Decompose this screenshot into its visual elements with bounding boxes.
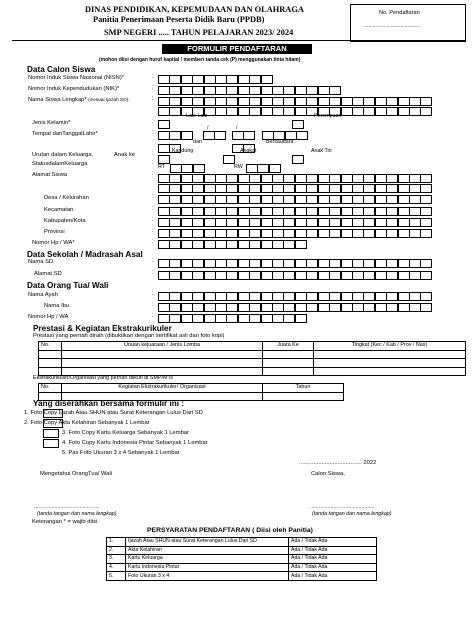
section-title-prestasi: Prestasi & Kegiatan Ekstrakurikuler	[33, 324, 172, 333]
nik-boxes[interactable]	[158, 86, 341, 95]
header-line2: Panitia Penerimaan Peserta Didik Baru (PPDB)	[93, 15, 265, 24]
colon: :	[152, 171, 154, 177]
cell-status: Ada / Tidak Ada	[289, 563, 377, 572]
option-kandung: Kandung	[172, 148, 194, 154]
label-nama-siswa	[28, 97, 130, 103]
ttd-calon-caption: (tanda tangan dan nama lengkap)	[312, 511, 392, 517]
label-nama-sd: Nama SD	[28, 259, 54, 265]
col-no: No.	[39, 342, 62, 351]
section-title-sekolah: Data Sekolah / Madrasah Asal	[27, 250, 143, 259]
label-rw: RW	[234, 164, 243, 170]
cell-item: Akta Kelahiran	[126, 546, 289, 555]
alamat-boxes-row2[interactable]	[158, 184, 432, 193]
label-rt: RT	[158, 164, 165, 170]
option-angkat: Angkat	[240, 148, 257, 154]
label-dari: dari	[193, 139, 202, 145]
kecamatan-boxes[interactable]	[158, 207, 432, 216]
checkbox-berkas-4[interactable]	[43, 439, 59, 448]
colon: :	[152, 228, 154, 234]
header-line1: DINAS PENDIDIKAN, KEPEMUDAAN DAN OLAHRAGA	[85, 5, 304, 14]
checkbox-angkat[interactable]	[223, 155, 235, 164]
option-tiri: Anak Tiri	[311, 148, 332, 154]
cell-no: 3.	[107, 555, 126, 564]
label-alamat-sd: Alamat SD	[34, 271, 62, 277]
colon: :	[152, 85, 154, 91]
col-uraian: Uraian kejuaraan / Jenis Lomba	[62, 342, 263, 351]
cell-item: Kartu Keluarga	[126, 555, 289, 564]
colon: :	[152, 239, 154, 245]
col-tahun: Tahun	[263, 384, 344, 393]
colon: :	[152, 270, 154, 276]
label-hp-ortu: Nomor Hp / WA	[28, 314, 69, 320]
hp-siswa-boxes[interactable]	[158, 240, 306, 249]
label-ttl: Tempat danTanggalLahir*	[32, 131, 98, 137]
berkas-item-1: 1. Foto Copy Ijazah Atau SHUN atau Surat Keterangan Lulus Dari SD	[24, 410, 203, 416]
col-kegiatan: Kegiatan Ekstrakurikuler/ Organisasi	[62, 384, 263, 393]
registration-number-dots: .........................................	[363, 23, 420, 29]
prestasi-table	[38, 341, 466, 376]
persyaratan-title: PERSYARATAN PENDAFTARAN ( Diisi oleh Panitia)	[147, 527, 313, 534]
label-bersaudara: Bersaudara	[266, 139, 294, 145]
prestasi-note: Prestasi yang pernah diraih (dibuktikan dengan sertifikat asli dan foto kopi)	[33, 333, 225, 339]
checkbox-perempuan[interactable]	[292, 120, 304, 129]
cell-no: 1.	[107, 538, 126, 547]
label-jenis-kelamin: Jenis Kelamin*	[32, 120, 71, 126]
tempat-lahir-boxes[interactable]	[158, 131, 192, 140]
table-header-row	[39, 384, 344, 393]
cell-item: Kartu Indonesia Pintar	[126, 563, 289, 572]
registration-number-box[interactable]	[350, 4, 466, 42]
table-row[interactable]	[107, 546, 377, 555]
checkbox-tiri[interactable]	[292, 155, 304, 164]
table-row[interactable]	[107, 555, 377, 564]
option-perempuan: Perempuan	[314, 113, 342, 119]
colon: :	[152, 74, 154, 80]
checkbox-berkas-3[interactable]	[43, 429, 59, 438]
colon: :	[152, 194, 154, 200]
form-title	[162, 44, 312, 54]
berkas-item-2: 2. Foto Copy Akta Kelahiran Sebanyak 1 Lembar	[24, 420, 150, 426]
form-title-text: FORMULIR PENDAFTARAN	[187, 44, 287, 53]
option-laki: Laki-Laki	[186, 113, 208, 119]
table-row[interactable]	[107, 538, 377, 547]
sign-wali-dots: ............................................	[34, 504, 99, 510]
nama-boxes-row1[interactable]	[158, 97, 432, 106]
sign-calon-label: Calon Siswa,	[311, 471, 345, 477]
label-nisn: Nomor Induk Siswa Nasional (NISN)*	[28, 75, 125, 81]
table-row[interactable]	[107, 572, 377, 581]
section-title-siswa: Data Calon Siswa	[27, 65, 96, 74]
desa-boxes[interactable]	[158, 195, 432, 204]
table-header-row	[39, 342, 466, 351]
persyaratan-table	[106, 537, 377, 581]
rw-boxes[interactable]	[246, 164, 280, 173]
sign-calon-dots: ............................................	[310, 504, 375, 510]
header-line3: SMP NEGERI ..... TAHUN PELAJARAN 2023/ 2024	[104, 28, 294, 37]
label-ibu: Nama Ibu	[44, 303, 70, 309]
colon: :	[152, 258, 154, 264]
sign-date: ....................................... 2022	[299, 460, 377, 466]
alamat-sd-boxes[interactable]	[158, 271, 432, 280]
cell-no: 2.	[107, 546, 126, 555]
checkbox-kandung[interactable]	[158, 155, 170, 164]
label-nik: Nomor Induk Kependudukan (NIK)*	[28, 86, 120, 92]
colon: :	[152, 217, 154, 223]
sign-wali-label: Mengetahui OrangTua/ Wali	[40, 471, 113, 477]
label-anak-ke: Anak ke	[114, 152, 135, 158]
ibu-boxes[interactable]	[158, 303, 432, 312]
ttl-slash-2: /	[236, 125, 238, 131]
colon: :	[152, 302, 154, 308]
table-row[interactable]	[39, 359, 466, 368]
bulan-lahir-boxes[interactable]	[232, 131, 255, 140]
colon: :	[152, 151, 154, 157]
alamat-boxes-row1[interactable]	[158, 174, 432, 183]
colon: :	[152, 96, 154, 102]
colon: :	[152, 160, 154, 166]
label-ayah: Nama Ayah	[28, 292, 58, 298]
label-urutan: Urutan dalam Keluarga,	[32, 152, 94, 158]
ayah-boxes[interactable]	[158, 292, 432, 301]
cell-no: 5.	[107, 572, 126, 581]
label-status: StatusdalamKeluarga	[32, 161, 88, 167]
ttl-slash-1: /	[207, 125, 209, 131]
form-instruction: (mohon diisi dengan huruf kapital / memberi tanda cek (P) menggunakan tinta hitam)	[99, 57, 301, 63]
label-kecamatan: Kecamatan	[44, 207, 74, 213]
registration-number-label: No. Pendaftaran	[379, 10, 420, 16]
table-row[interactable]	[39, 350, 466, 359]
hp-ortu-boxes[interactable]	[158, 314, 306, 323]
rt-boxes[interactable]	[170, 164, 204, 173]
nama-siswa-text: Nama Siswa Lengkap*	[28, 97, 87, 103]
section-title-berkas: Yang diserahkan bersama formulir ini :	[33, 399, 185, 408]
keterangan: Keterangan * = wajib diisi	[32, 519, 98, 525]
colon: :	[152, 119, 154, 125]
colon: :	[152, 291, 154, 297]
col-no: No.	[39, 384, 62, 393]
ttd-wali-caption: (tanda tangan dan nama lengkap)	[37, 511, 117, 517]
header-divider	[12, 40, 466, 41]
berkas-item-4: 4. Foto Copy Kartu Indonesia Pintar Sebanyak 1 Lembar	[62, 440, 208, 446]
section-title-ortu: Data Orang Tua/ Wali	[27, 281, 109, 290]
cell-status: Ada / Tidak Ada	[289, 555, 377, 564]
kabupaten-boxes[interactable]	[158, 218, 432, 227]
label-provinsi: Provinsi	[44, 229, 65, 235]
col-juara: Juara Ke	[263, 342, 314, 351]
label-kabupaten: Kabupaten/Kota	[44, 218, 86, 224]
berkas-item-5: 5. Pas Foto Ukuran 3 x 4 Sebanyak 1 Lembar	[62, 450, 180, 456]
ekskul-note: Ekstrakurikuler/Organisasi yang pernah diikuti di SMP/MTs	[33, 375, 173, 381]
provinsi-boxes[interactable]	[158, 229, 432, 238]
colon: :	[152, 206, 154, 212]
colon: :	[152, 130, 154, 136]
cell-status: Ada / Tidak Ada	[289, 546, 377, 555]
label-desa: Desa / Kelurahan	[44, 195, 89, 201]
berkas-item-3: 3. Foto Copy Kartu Keluarga Sebanyak 1 Lembar	[62, 430, 189, 436]
nama-siswa-note: (Sesuai Ijazah SD):	[88, 98, 130, 103]
table-row[interactable]	[107, 563, 377, 572]
nama-sd-boxes[interactable]	[158, 259, 432, 268]
label-alamat: Alamat Siswa	[32, 172, 68, 178]
colon: :	[152, 313, 154, 319]
col-tingkat: Tingkat (Kec / Kab / Prov / Nas)	[314, 342, 466, 351]
label-hp-siswa: Nomor Hp / WA*	[32, 240, 75, 246]
checkbox-laki[interactable]	[158, 120, 170, 129]
cell-no: 4.	[107, 563, 126, 572]
cell-status: Ada / Tidak Ada	[289, 572, 377, 581]
cell-item: Ijazah Atau SHUN atau Surat Keterangan Lulus Dari SD	[126, 538, 289, 547]
cell-item: Foto Ukuran 3 x 4	[126, 572, 289, 581]
tanggal-lahir-boxes[interactable]	[203, 131, 226, 140]
cell-status: Ada / Tidak Ada	[289, 538, 377, 547]
nisn-boxes[interactable]	[158, 75, 272, 84]
